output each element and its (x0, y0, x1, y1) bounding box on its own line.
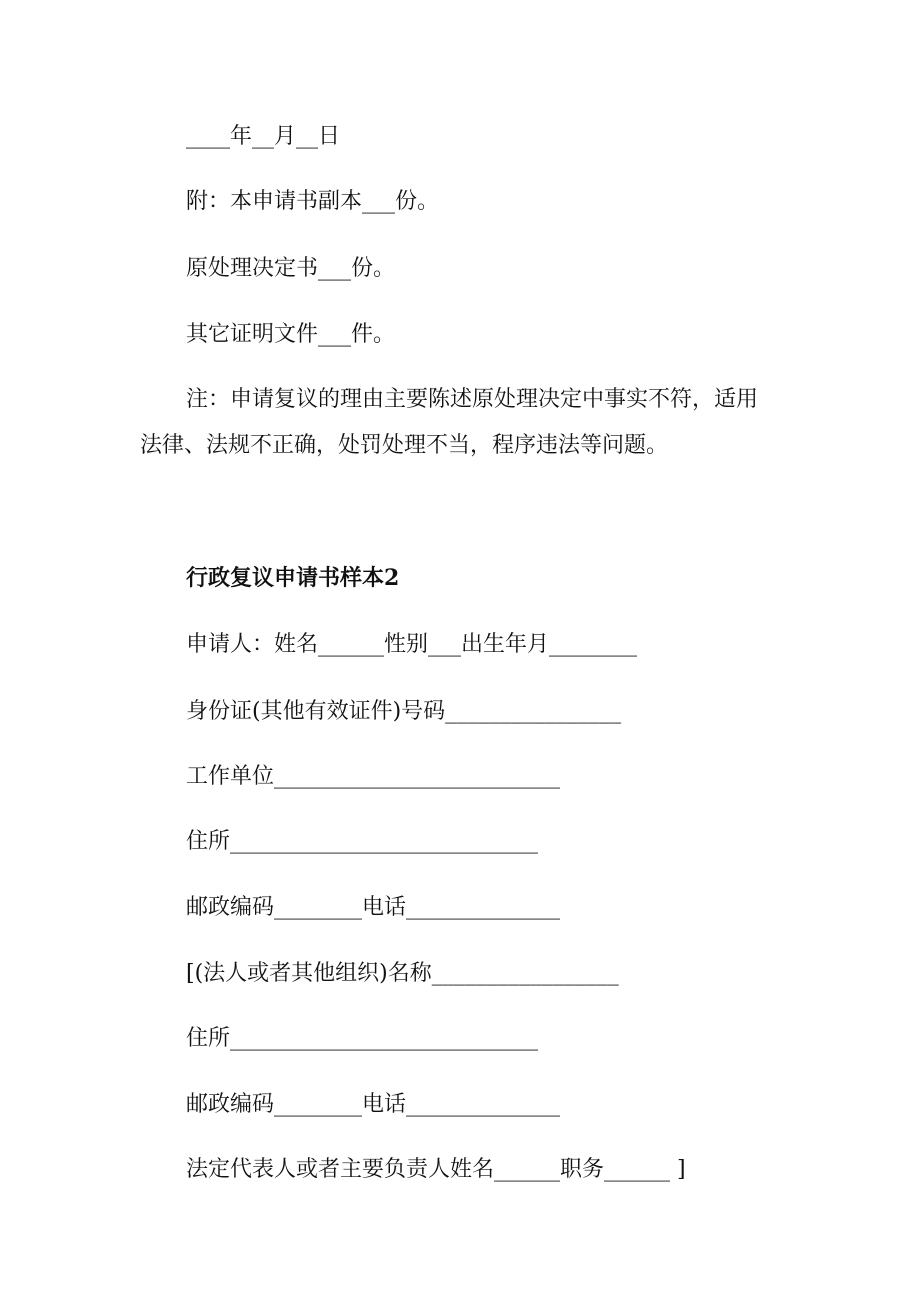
postal-phone-line: 邮政编码________电话______________ (186, 895, 561, 920)
legal-representative-line: 法定代表人或者主要负责人姓名______职务______ ] (186, 1157, 686, 1182)
id-number-line: 身份证(其他有效证件)号码________________ (186, 699, 622, 724)
date-line: ____年__月__日 (186, 124, 341, 149)
section-title: 行政复议申请书样本2 (186, 565, 400, 591)
residence-line-org: 住所____________________________ (186, 1026, 539, 1051)
postal-phone-line-org: 邮政编码________电话______________ (186, 1092, 561, 1117)
attachment-proof-line: 其它证明文件___件。 (186, 322, 396, 347)
applicant-line: 申请人：姓名______性别___出生年月________ (186, 632, 638, 657)
organization-name-line: [(法人或者其他组织)名称_________________ (186, 961, 619, 986)
attachment-copy-line: 附：本申请书副本___份。 (186, 189, 440, 214)
attachment-decision-line: 原处理决定书___份。 (186, 256, 396, 281)
residence-line: 住所____________________________ (186, 829, 539, 854)
note-line-2: 法律、法规不正确，处罚处理不当，程序违法等问题。 (140, 433, 669, 458)
work-unit-line: 工作单位__________________________ (186, 764, 561, 789)
note-line-1: 注：申请复议的理由主要陈述原处理决定中事实不符，适用 (186, 387, 759, 412)
